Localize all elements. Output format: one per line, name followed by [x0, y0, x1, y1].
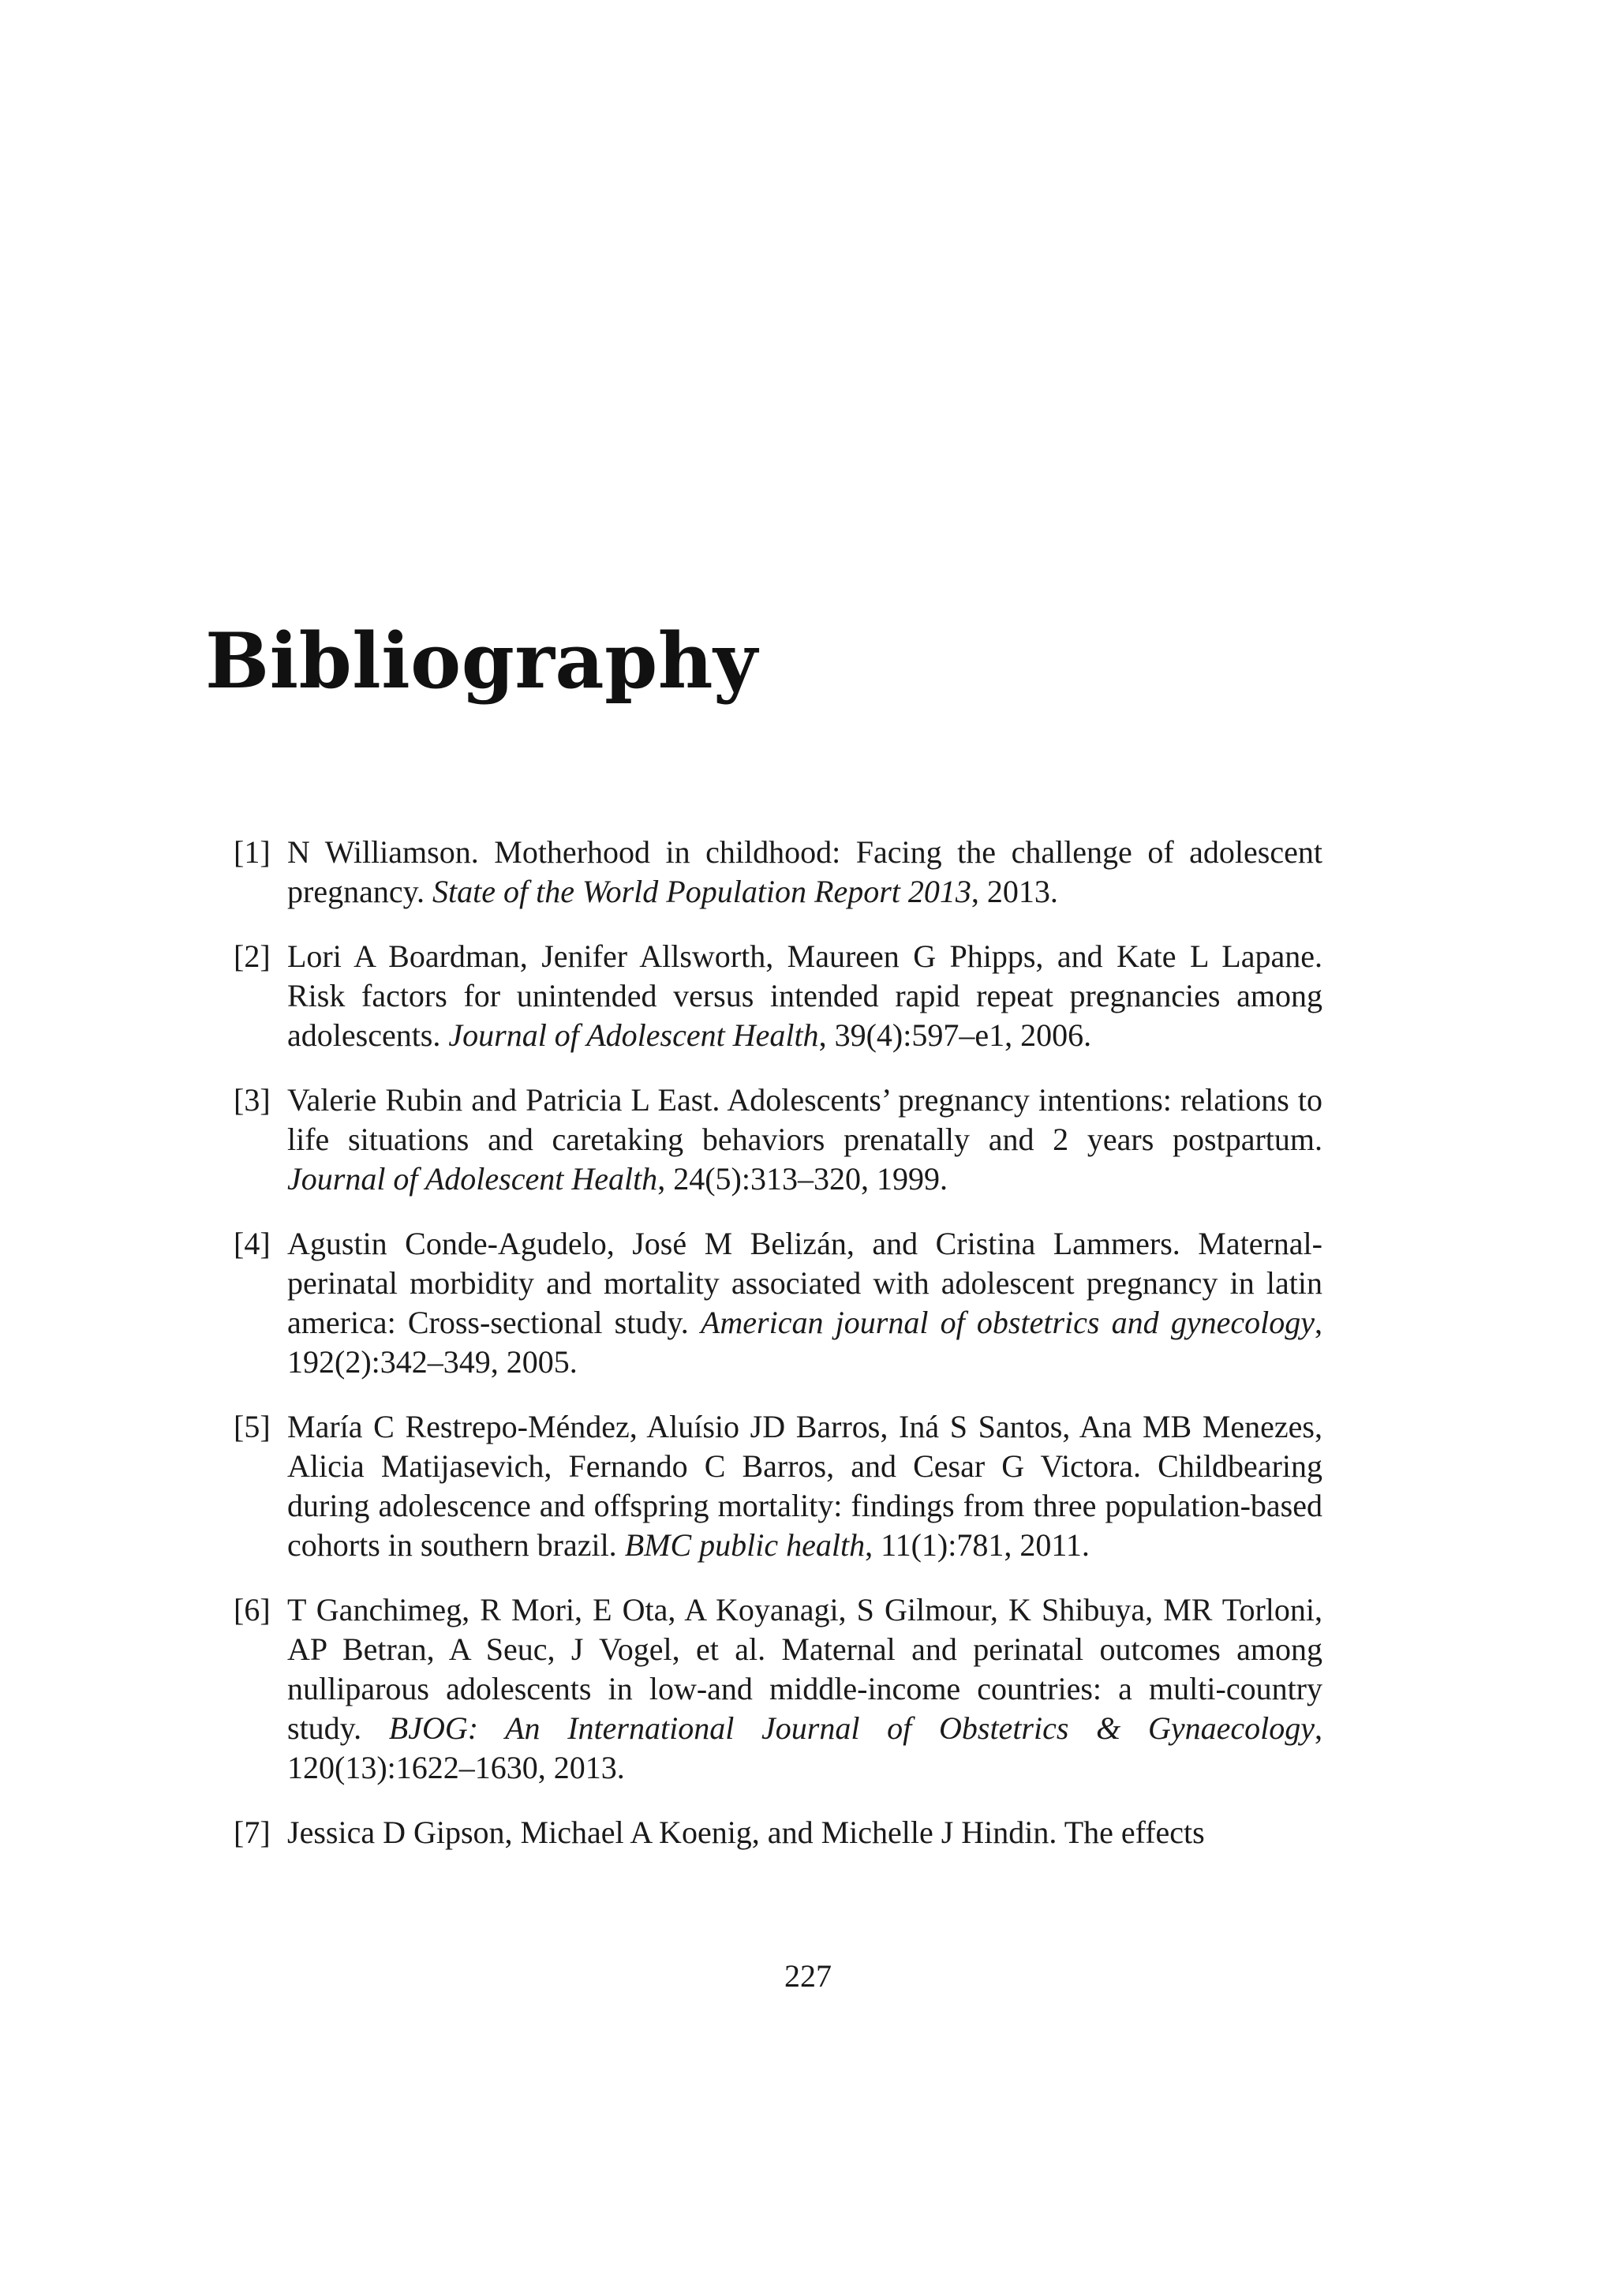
entry-venue: Journal of Adolescent Health [448, 1017, 819, 1053]
chapter-title: Bibliography [205, 616, 758, 706]
entry-details: , 120(13):1622–1630, 2013. [287, 1710, 1322, 1785]
entry-details: , 11(1):781, 2011. [865, 1527, 1090, 1563]
entry-text: N Williamson. Motherhood in childhood: Facing the challenge of adolescent pregnancy. [287, 834, 1322, 909]
entry-venue: State of the World Population Report 2013 [432, 874, 971, 909]
bibliography-entry [234, 833, 1322, 912]
entry-venue: BJOG: An International Journal of Obstetrics & Gynaecology [388, 1710, 1315, 1746]
bibliography-entry [234, 1407, 1322, 1565]
entry-number: [2] [234, 938, 271, 974]
bibliography-entry [234, 1224, 1322, 1382]
entry-venue: BMC public health [624, 1527, 866, 1563]
entry-number: [6] [234, 1592, 271, 1627]
page-number: 227 [784, 1958, 832, 1994]
entry-number: [7] [234, 1815, 271, 1850]
entry-text: T Ganchimeg, R Mori, E Ota, A Koyanagi, S Gilmour, K Shibuya, MR Torloni, AP Betran, A Seuc, J Vogel, et al. Maternal and perinatal outcomes among nulliparous adolescents in low-and middle-income countries: a multi-country study. [287, 1592, 1322, 1746]
entry-number: [1] [234, 834, 271, 870]
entry-details: , 2013. [971, 874, 1058, 909]
entry-number: [3] [234, 1082, 271, 1118]
entry-text: Valerie Rubin and Patricia L East. Adolescents’ pregnancy intentions: relations to life situations and caretaking behaviors prenatally and 2 years postpartum. [287, 1082, 1322, 1157]
entry-text: María C Restrepo-Méndez, Aluísio JD Barros, Iná S Santos, Ana MB Menezes, Alicia Matijasevich, Fernando C Barros, and Cesar G Victora. Childbearing during adolescence and offspring mortality: findings from three population-based cohorts in southern brazil. [287, 1409, 1322, 1563]
entry-details: , 192(2):342–349, 2005. [287, 1305, 1322, 1380]
bibliography-entry [234, 937, 1322, 1055]
bibliography-entry [234, 1081, 1322, 1199]
entry-number: [4] [234, 1226, 271, 1261]
entry-details: , 24(5):313–320, 1999. [657, 1161, 948, 1197]
bibliography-entry [234, 1813, 1322, 1852]
bibliography-entry [234, 1590, 1322, 1788]
entry-details: , 39(4):597–e1, 2006. [818, 1017, 1092, 1053]
entry-text: Lori A Boardman, Jenifer Allsworth, Maureen G Phipps, and Kate L Lapane. Risk factors for unintended versus intended rapid repeat pregnancies among adolescents. [287, 938, 1322, 1053]
entry-venue: American journal of obstetrics and gynecology [700, 1305, 1315, 1340]
entry-text: Agustin Conde-Agudelo, José M Belizán, and Cristina Lammers. Maternal-perinatal morbidity and mortality associated with adolescent pregnancy in latin america: Cross-sectional study. [287, 1226, 1322, 1340]
entry-venue: Journal of Adolescent Health [287, 1161, 658, 1197]
entry-number: [5] [234, 1409, 271, 1444]
bibliography-list [234, 833, 1322, 1878]
entry-text: Jessica D Gipson, Michael A Koenig, and Michelle J Hindin. The effects [287, 1815, 1205, 1850]
